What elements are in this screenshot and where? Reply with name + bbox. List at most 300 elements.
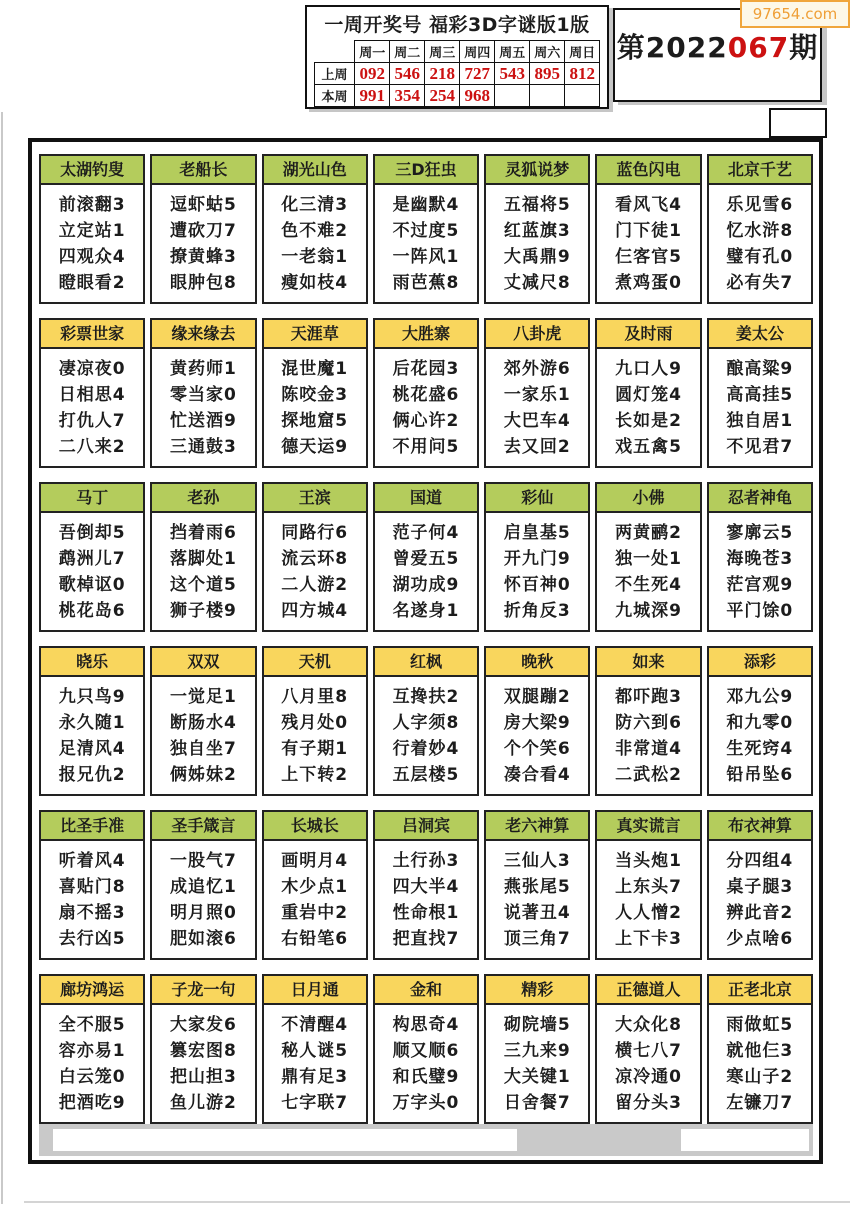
riddle-line: 乐见雪6 bbox=[726, 195, 794, 215]
draw-row-label: 本周 bbox=[314, 85, 355, 107]
riddle-card-body bbox=[375, 349, 477, 460]
riddle-line: 性命根1 bbox=[392, 903, 460, 923]
riddle-card-title: 彩仙 bbox=[486, 484, 588, 513]
riddle-line: 上下卡3 bbox=[615, 929, 682, 949]
riddle-card-title: 晚秋 bbox=[486, 648, 588, 677]
riddle-card-body bbox=[264, 1005, 366, 1116]
riddle-line: 横七八7 bbox=[615, 1041, 682, 1061]
riddle-card-body bbox=[375, 185, 477, 296]
riddle-line: 白云笼0 bbox=[58, 1067, 126, 1087]
weekday-cell: 周四 bbox=[460, 41, 495, 63]
riddle-line: 明月照0 bbox=[170, 903, 237, 923]
riddle-line: 酿高粱9 bbox=[726, 359, 794, 379]
riddle-line: 德天运9 bbox=[281, 437, 349, 457]
riddle-line: 土行孙3 bbox=[392, 851, 460, 871]
riddle-line: 戏五禽5 bbox=[615, 437, 682, 457]
riddle-line: 一股气7 bbox=[170, 851, 237, 871]
riddle-line: 独自居1 bbox=[726, 411, 794, 431]
riddle-line: 俩心许2 bbox=[392, 411, 460, 431]
issue-highlight: 067 bbox=[727, 31, 790, 64]
riddle-card-body bbox=[486, 1005, 588, 1116]
riddle-line: 大众化8 bbox=[615, 1015, 682, 1035]
riddle-line: 大家发6 bbox=[170, 1015, 237, 1035]
riddle-line: 把直找7 bbox=[392, 929, 460, 949]
riddle-line: 生死窍4 bbox=[726, 739, 794, 759]
riddle-line: 日相思4 bbox=[58, 385, 126, 405]
riddle-card-body bbox=[486, 185, 588, 296]
riddle-line: 两黄鹂2 bbox=[615, 523, 682, 543]
riddle-line: 九口人9 bbox=[615, 359, 682, 379]
riddle-card-body bbox=[152, 349, 254, 460]
riddle-line: 探地窟5 bbox=[281, 411, 349, 431]
riddle-line: 少点啥6 bbox=[726, 929, 794, 949]
riddle-line: 寥廓云5 bbox=[726, 523, 794, 543]
riddle-card-body bbox=[709, 349, 811, 460]
riddle-line: 三通鼓3 bbox=[170, 437, 237, 457]
riddle-line: 折角反3 bbox=[503, 601, 571, 621]
corner-cell bbox=[314, 41, 355, 63]
riddle-card-title: 忍者神龟 bbox=[709, 484, 811, 513]
riddle-line: 瘦如枝4 bbox=[281, 273, 349, 293]
riddle-card-title: 老船长 bbox=[152, 156, 254, 185]
riddle-line: 上东头7 bbox=[615, 877, 682, 897]
cards-grid bbox=[39, 154, 813, 1124]
riddle-line: 听着风4 bbox=[58, 851, 126, 871]
riddle-line: 独自坐7 bbox=[170, 739, 237, 759]
riddle-card-title: 精彩 bbox=[486, 976, 588, 1005]
riddle-line: 门下徒1 bbox=[615, 221, 682, 241]
riddle-line: 雨做虹5 bbox=[726, 1015, 794, 1035]
draw-number-cell: 218 bbox=[425, 63, 460, 85]
riddle-line: 煮鸡蛋0 bbox=[615, 273, 682, 293]
riddle-card bbox=[150, 646, 256, 796]
riddle-line: 人字须8 bbox=[392, 713, 460, 733]
riddle-line: 把山担3 bbox=[170, 1067, 237, 1087]
riddle-card-title: 双双 bbox=[152, 648, 254, 677]
riddle-card-body bbox=[264, 677, 366, 788]
riddle-card bbox=[595, 154, 701, 304]
weekday-cell: 周三 bbox=[425, 41, 460, 63]
riddle-line: 眼肿包8 bbox=[170, 273, 237, 293]
riddle-card-title: 姜太公 bbox=[709, 320, 811, 349]
riddle-line: 一阵风1 bbox=[392, 247, 460, 267]
riddle-line: 郊外游6 bbox=[503, 359, 571, 379]
riddle-card bbox=[39, 154, 145, 304]
riddle-line: 万字头0 bbox=[392, 1093, 460, 1113]
riddle-card bbox=[707, 482, 813, 632]
riddle-line: 丈减尺8 bbox=[503, 273, 571, 293]
riddle-line: 构思奇4 bbox=[392, 1015, 460, 1035]
riddle-card bbox=[707, 810, 813, 960]
riddle-card-body bbox=[41, 677, 143, 788]
draw-number-cell: 812 bbox=[565, 63, 600, 85]
riddle-line: 三仙人3 bbox=[503, 851, 571, 871]
riddle-line: 忙送酒9 bbox=[170, 411, 237, 431]
riddle-line: 不用问5 bbox=[392, 437, 460, 457]
draw-number-cell bbox=[495, 85, 530, 107]
riddle-card bbox=[262, 646, 368, 796]
riddle-card bbox=[484, 974, 590, 1124]
riddle-line: 足清风4 bbox=[58, 739, 126, 759]
draw-row bbox=[314, 63, 600, 85]
riddle-line: 九城深9 bbox=[615, 601, 682, 621]
riddle-line: 七字联7 bbox=[281, 1093, 349, 1113]
riddle-line: 一觉足1 bbox=[170, 687, 237, 707]
riddle-card-body bbox=[375, 1005, 477, 1116]
riddle-line: 木少点1 bbox=[281, 877, 349, 897]
riddle-card bbox=[373, 318, 479, 468]
weekday-header-row bbox=[314, 41, 600, 63]
riddle-card bbox=[373, 810, 479, 960]
riddle-card bbox=[39, 646, 145, 796]
riddle-card-body bbox=[41, 841, 143, 952]
riddle-line: 开九门9 bbox=[503, 549, 571, 569]
riddle-line: 红蓝旗3 bbox=[503, 221, 571, 241]
riddle-line: 茫宫观9 bbox=[726, 575, 794, 595]
footer-field-left bbox=[53, 1129, 517, 1151]
riddle-line: 不清醒4 bbox=[281, 1015, 349, 1035]
scan-edge-bottom bbox=[24, 1201, 850, 1203]
riddle-line: 前滚翻3 bbox=[58, 195, 126, 215]
riddle-line: 鹉洲儿7 bbox=[58, 549, 126, 569]
riddle-card-body bbox=[486, 513, 588, 624]
riddle-line: 成追忆1 bbox=[170, 877, 237, 897]
site-watermark: 97654.com bbox=[740, 0, 850, 28]
riddle-line: 断肠水4 bbox=[170, 713, 237, 733]
riddle-line: 一家乐1 bbox=[503, 385, 571, 405]
riddle-card-body bbox=[597, 1005, 699, 1116]
riddle-card-title: 小佛 bbox=[597, 484, 699, 513]
draw-number-cell: 991 bbox=[355, 85, 390, 107]
riddle-line: 不过度5 bbox=[392, 221, 460, 241]
riddle-card bbox=[150, 154, 256, 304]
riddle-line: 篡宏图8 bbox=[170, 1041, 237, 1061]
riddle-line: 瞪眼看2 bbox=[58, 273, 126, 293]
riddle-line: 邓九公9 bbox=[726, 687, 794, 707]
riddle-line: 人人憎2 bbox=[615, 903, 682, 923]
riddle-card bbox=[595, 974, 701, 1124]
riddle-line: 是幽默4 bbox=[392, 195, 460, 215]
riddle-card-body bbox=[41, 349, 143, 460]
riddle-line: 逗虾蛄5 bbox=[170, 195, 237, 215]
riddle-line: 右铅笔6 bbox=[281, 929, 349, 949]
riddle-card-title: 蓝色闪电 bbox=[597, 156, 699, 185]
weekly-table-body bbox=[314, 41, 600, 107]
riddle-card bbox=[707, 974, 813, 1124]
draw-number-cell: 968 bbox=[460, 85, 495, 107]
riddle-card bbox=[373, 154, 479, 304]
riddle-line: 不生死4 bbox=[615, 575, 682, 595]
riddle-line: 二人游2 bbox=[281, 575, 349, 595]
riddle-card-title: 及时雨 bbox=[597, 320, 699, 349]
riddle-card-body bbox=[152, 185, 254, 296]
riddle-line: 仨客官5 bbox=[615, 247, 682, 267]
riddle-card-title: 真实谎言 bbox=[597, 812, 699, 841]
footer-field-right bbox=[681, 1129, 809, 1151]
corner-tab-box bbox=[769, 108, 827, 138]
issue-prefix: 第 bbox=[616, 31, 646, 64]
riddle-line: 双腿蹦2 bbox=[503, 687, 571, 707]
riddle-card-body bbox=[709, 677, 811, 788]
riddle-line: 鱼儿游2 bbox=[170, 1093, 237, 1113]
riddle-line: 四观众4 bbox=[58, 247, 126, 267]
riddle-card-title: 老孙 bbox=[152, 484, 254, 513]
riddle-card-body bbox=[486, 349, 588, 460]
riddle-card bbox=[150, 482, 256, 632]
riddle-card bbox=[373, 482, 479, 632]
riddle-line: 打仇人7 bbox=[58, 411, 126, 431]
riddle-card-body bbox=[152, 841, 254, 952]
riddle-card bbox=[484, 318, 590, 468]
riddle-line: 启皇基5 bbox=[503, 523, 571, 543]
weekday-cell: 周六 bbox=[530, 41, 565, 63]
riddle-card bbox=[39, 482, 145, 632]
draw-number-cell: 354 bbox=[390, 85, 425, 107]
weekday-cell: 周五 bbox=[495, 41, 530, 63]
riddle-line: 落脚处1 bbox=[170, 549, 237, 569]
riddle-line: 秘人谜5 bbox=[281, 1041, 349, 1061]
weekly-table-title: 一周开奖号 福彩3D字谜版1版 bbox=[324, 14, 590, 36]
riddle-line: 遭砍刀7 bbox=[170, 221, 237, 241]
riddle-card bbox=[595, 810, 701, 960]
riddle-line: 同路行6 bbox=[281, 523, 349, 543]
riddle-card-title: 国道 bbox=[375, 484, 477, 513]
draw-row-label: 上周 bbox=[314, 63, 355, 85]
riddle-line: 二武松2 bbox=[615, 765, 682, 785]
riddle-card bbox=[150, 318, 256, 468]
riddle-card-title: 灵狐说梦 bbox=[486, 156, 588, 185]
weekday-cell: 周日 bbox=[565, 41, 600, 63]
riddle-line: 喜贴门8 bbox=[58, 877, 126, 897]
riddle-card bbox=[39, 974, 145, 1124]
riddle-card-title: 正老北京 bbox=[709, 976, 811, 1005]
riddle-line: 平门馀0 bbox=[726, 601, 794, 621]
riddle-card bbox=[707, 646, 813, 796]
riddle-line: 海晚苍3 bbox=[726, 549, 794, 569]
riddle-line: 吾倒却5 bbox=[58, 523, 126, 543]
riddle-line: 三九来9 bbox=[503, 1041, 571, 1061]
riddle-card-title: 子龙一句 bbox=[152, 976, 254, 1005]
riddle-card bbox=[262, 154, 368, 304]
riddle-line: 有子期1 bbox=[281, 739, 349, 759]
riddle-card bbox=[484, 482, 590, 632]
riddle-line: 一老翁1 bbox=[281, 247, 349, 267]
riddle-line: 鼎有足3 bbox=[281, 1067, 349, 1087]
riddle-card bbox=[707, 318, 813, 468]
riddle-card-body bbox=[375, 841, 477, 952]
riddle-line: 色不难2 bbox=[281, 221, 349, 241]
riddle-line: 璧有孔0 bbox=[726, 247, 794, 267]
riddle-card-title: 晓乐 bbox=[41, 648, 143, 677]
riddle-line: 去行凶5 bbox=[58, 929, 126, 949]
riddle-line: 桌子腿3 bbox=[726, 877, 794, 897]
riddle-line: 画明月4 bbox=[281, 851, 349, 871]
riddle-card-title: 圣手箴言 bbox=[152, 812, 254, 841]
riddle-line: 高高挂5 bbox=[726, 385, 794, 405]
riddle-card-body bbox=[597, 513, 699, 624]
draw-number-cell: 254 bbox=[425, 85, 460, 107]
riddle-line: 二八来2 bbox=[58, 437, 126, 457]
riddle-card-body bbox=[486, 841, 588, 952]
riddle-line: 就他仨3 bbox=[726, 1041, 794, 1061]
riddle-line: 黄药师1 bbox=[170, 359, 237, 379]
riddle-card bbox=[595, 318, 701, 468]
riddle-card-body bbox=[597, 841, 699, 952]
riddle-line: 辨此音2 bbox=[726, 903, 794, 923]
riddle-card-body bbox=[709, 1005, 811, 1116]
riddle-line: 行着妙4 bbox=[392, 739, 460, 759]
riddle-line: 去又回2 bbox=[503, 437, 571, 457]
riddle-line: 顶三角7 bbox=[503, 929, 571, 949]
riddle-line: 大关键1 bbox=[503, 1067, 571, 1087]
riddle-line: 范子何4 bbox=[392, 523, 460, 543]
riddle-card-title: 王滨 bbox=[264, 484, 366, 513]
riddle-card-body bbox=[152, 677, 254, 788]
riddle-card-title: 红枫 bbox=[375, 648, 477, 677]
footer-bar bbox=[39, 1124, 813, 1156]
riddle-card bbox=[595, 646, 701, 796]
riddle-card-title: 金和 bbox=[375, 976, 477, 1005]
riddle-card-body bbox=[486, 677, 588, 788]
riddle-line: 非常道4 bbox=[615, 739, 682, 759]
riddle-line: 燕张尾5 bbox=[503, 877, 571, 897]
riddle-card-title: 八卦虎 bbox=[486, 320, 588, 349]
riddle-card-title: 天机 bbox=[264, 648, 366, 677]
riddle-card-title: 廊坊鸿运 bbox=[41, 976, 143, 1005]
riddle-line: 独一处1 bbox=[615, 549, 682, 569]
riddle-card bbox=[262, 810, 368, 960]
riddle-line: 四方城4 bbox=[281, 601, 349, 621]
riddle-line: 大禹鼎9 bbox=[503, 247, 571, 267]
riddle-card-title: 长城长 bbox=[264, 812, 366, 841]
riddle-card-body bbox=[264, 185, 366, 296]
riddle-line: 五层楼5 bbox=[392, 765, 460, 785]
riddle-line: 湖功成9 bbox=[392, 575, 460, 595]
draw-number-cell: 092 bbox=[355, 63, 390, 85]
riddle-card bbox=[262, 482, 368, 632]
draw-number-cell bbox=[530, 85, 565, 107]
riddle-line: 挡着雨6 bbox=[170, 523, 237, 543]
riddle-card bbox=[373, 974, 479, 1124]
riddle-card bbox=[707, 154, 813, 304]
riddle-line: 把酒吃9 bbox=[58, 1093, 126, 1113]
riddle-line: 扇不摇3 bbox=[58, 903, 126, 923]
riddle-card-body bbox=[41, 1005, 143, 1116]
riddle-card bbox=[595, 482, 701, 632]
riddle-line: 房大梁9 bbox=[503, 713, 571, 733]
riddle-line: 俩姊妹2 bbox=[170, 765, 237, 785]
riddle-line: 歌棹讴0 bbox=[58, 575, 126, 595]
riddle-card-title: 正德道人 bbox=[597, 976, 699, 1005]
riddle-card-body bbox=[152, 1005, 254, 1116]
riddle-line: 化三清3 bbox=[281, 195, 349, 215]
issue-number-text bbox=[615, 26, 820, 66]
riddle-card bbox=[484, 154, 590, 304]
riddle-line: 都吓跑3 bbox=[615, 687, 682, 707]
riddle-line: 曾爱五5 bbox=[392, 549, 460, 569]
riddle-line: 怀百神0 bbox=[503, 575, 571, 595]
riddle-line: 零当家0 bbox=[170, 385, 237, 405]
riddle-line: 砌院墙5 bbox=[503, 1015, 571, 1035]
riddle-line: 桃花岛6 bbox=[58, 601, 126, 621]
riddle-line: 留分头3 bbox=[615, 1093, 682, 1113]
riddle-card-title: 如来 bbox=[597, 648, 699, 677]
riddle-card-title: 日月通 bbox=[264, 976, 366, 1005]
riddle-card-title: 太湖钓叟 bbox=[41, 156, 143, 185]
riddle-card bbox=[262, 318, 368, 468]
riddle-line: 立定站1 bbox=[58, 221, 126, 241]
riddle-line: 雨芭蕉8 bbox=[392, 273, 460, 293]
riddle-card-title: 缘来缘去 bbox=[152, 320, 254, 349]
riddle-card-title: 彩票世家 bbox=[41, 320, 143, 349]
riddle-card-title: 北京千艺 bbox=[709, 156, 811, 185]
riddle-card bbox=[373, 646, 479, 796]
riddle-card-body bbox=[264, 841, 366, 952]
draw-number-cell: 543 bbox=[495, 63, 530, 85]
riddle-line: 必有失7 bbox=[726, 273, 794, 293]
riddle-line: 狮子楼9 bbox=[170, 601, 237, 621]
draw-row bbox=[314, 85, 600, 107]
riddle-card-title: 湖光山色 bbox=[264, 156, 366, 185]
riddle-card-body bbox=[709, 185, 811, 296]
draw-number-cell: 895 bbox=[530, 63, 565, 85]
riddle-line: 和氏璧9 bbox=[392, 1067, 460, 1087]
draw-number-cell bbox=[565, 85, 600, 107]
riddle-card-body bbox=[709, 841, 811, 952]
draw-number-cell: 727 bbox=[460, 63, 495, 85]
riddle-card bbox=[39, 318, 145, 468]
issue-suffix: 期 bbox=[789, 31, 819, 64]
riddle-card-body bbox=[375, 677, 477, 788]
riddle-card bbox=[262, 974, 368, 1124]
draw-number-cell: 546 bbox=[390, 63, 425, 85]
riddle-line: 残月处0 bbox=[281, 713, 349, 733]
riddle-line: 分四组4 bbox=[726, 851, 794, 871]
riddle-line: 容亦易1 bbox=[58, 1041, 126, 1061]
riddle-line: 防六到6 bbox=[615, 713, 682, 733]
riddle-card-body bbox=[264, 513, 366, 624]
riddle-line: 左镰刀7 bbox=[726, 1093, 794, 1113]
riddle-line: 这个道5 bbox=[170, 575, 237, 595]
riddle-line: 铅吊坠6 bbox=[726, 765, 794, 785]
riddle-line: 凄凉夜0 bbox=[58, 359, 126, 379]
riddle-card bbox=[150, 810, 256, 960]
riddle-line: 个个笑6 bbox=[503, 739, 571, 759]
riddle-line: 凉冷通0 bbox=[615, 1067, 682, 1087]
riddle-line: 桃花盛6 bbox=[392, 385, 460, 405]
issue-year: 2022 bbox=[645, 31, 728, 64]
riddle-card-title: 大胜寨 bbox=[375, 320, 477, 349]
riddle-card-body bbox=[152, 513, 254, 624]
riddle-line: 撩黄蜂3 bbox=[170, 247, 237, 267]
riddle-card-title: 老六神算 bbox=[486, 812, 588, 841]
weekly-numbers-table bbox=[314, 40, 601, 107]
riddle-line: 永久随1 bbox=[58, 713, 126, 733]
riddle-line: 顺又顺6 bbox=[392, 1041, 460, 1061]
riddle-card-title: 三D狂虫 bbox=[375, 156, 477, 185]
riddle-card bbox=[484, 646, 590, 796]
riddle-card bbox=[484, 810, 590, 960]
riddle-line: 流云环8 bbox=[281, 549, 349, 569]
riddle-line: 凑合看4 bbox=[503, 765, 571, 785]
riddle-line: 互搀扶2 bbox=[392, 687, 460, 707]
riddle-line: 八月里8 bbox=[281, 687, 349, 707]
weekday-cell: 周二 bbox=[390, 41, 425, 63]
riddle-line: 九只鸟9 bbox=[58, 687, 126, 707]
riddle-line: 后花园3 bbox=[392, 359, 460, 379]
riddle-line: 四大半4 bbox=[392, 877, 460, 897]
riddle-line: 当头炮1 bbox=[615, 851, 682, 871]
